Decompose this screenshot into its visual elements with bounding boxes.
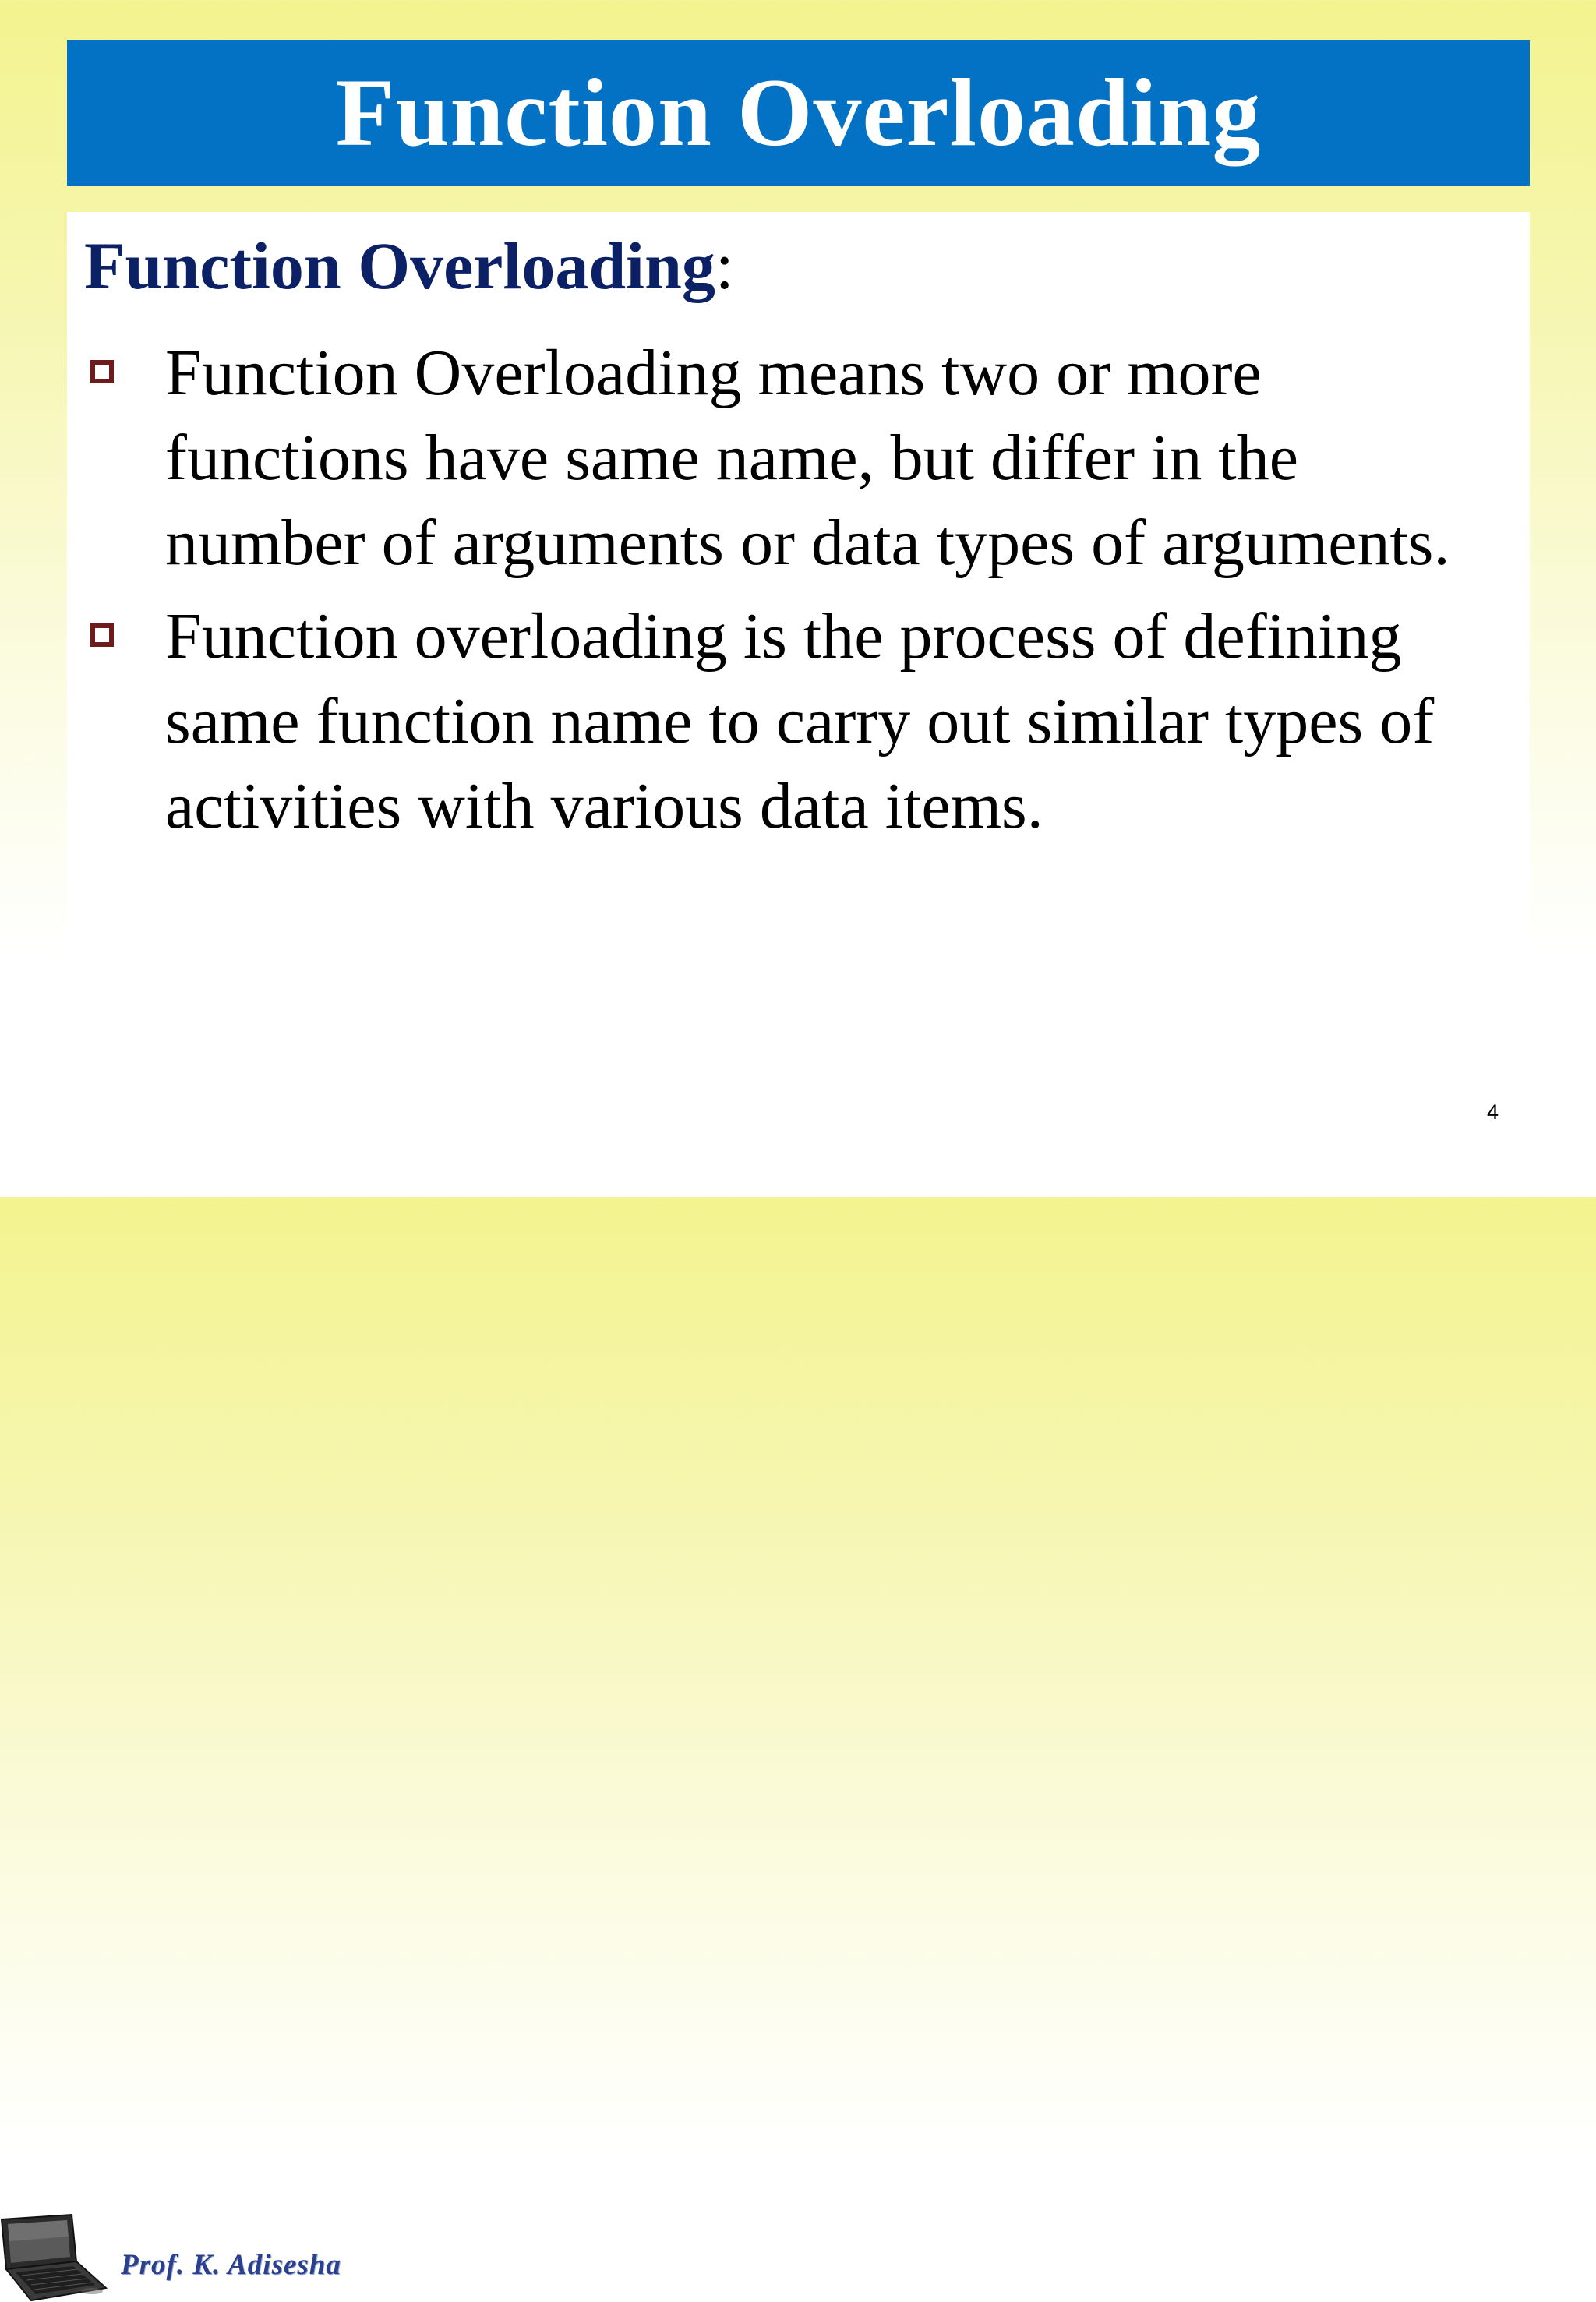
bullet-text: Function Overloading means two or more functions have same name, but differ in the number of arguments or data types of arguments.	[165, 337, 1450, 579]
author-signature: Prof. K. Adisesha	[121, 2249, 341, 2281]
laptop-icon	[0, 2213, 109, 2302]
page-number: 4	[1487, 1100, 1499, 1124]
bullet-item	[67, 594, 1530, 849]
slide-title: Function Overloading	[335, 59, 1262, 166]
bullet-text: Function overloading is the process of defining same function name to carry out similar types of activities with various data items.	[165, 600, 1435, 842]
footer-logo	[0, 1105, 343, 2281]
bullet-item	[67, 330, 1530, 585]
section-heading-text: Function Overloading	[84, 228, 715, 303]
content-panel	[67, 212, 1530, 1142]
bullet-list	[67, 330, 1530, 849]
section-heading	[84, 229, 734, 303]
title-bar	[67, 40, 1530, 186]
hollow-square-bullet-icon	[90, 623, 114, 647]
hollow-square-bullet-icon	[90, 360, 114, 383]
section-heading-colon: :	[715, 228, 734, 303]
